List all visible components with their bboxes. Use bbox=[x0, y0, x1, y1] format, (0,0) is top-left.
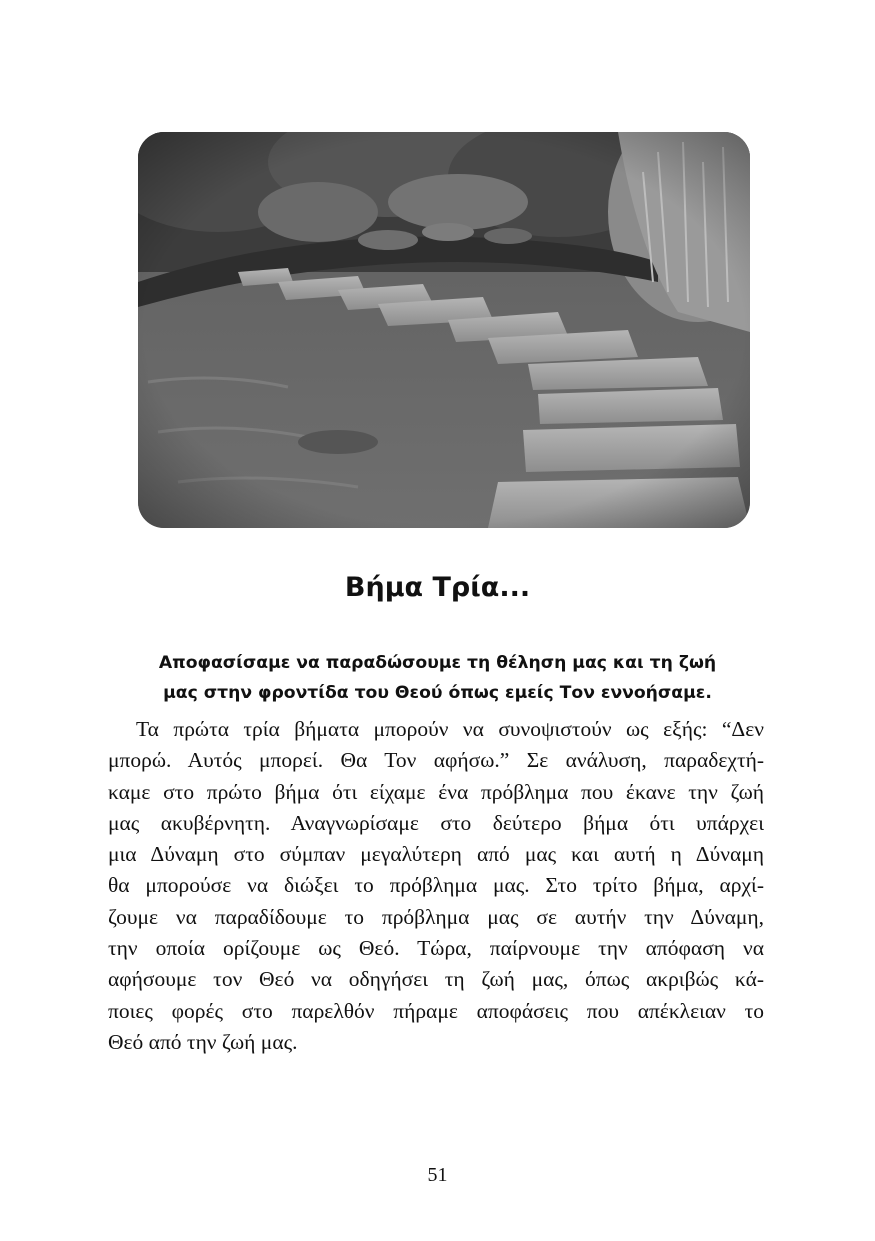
body-line: μια Δύναμη στο σύμπαν μεγαλύτερη από μας και αυτή η Δύναμη bbox=[108, 842, 764, 867]
body-line: αφήσουμε τον Θεό να οδηγήσει τη ζωή μας, όπως ακριβώς κά- bbox=[108, 967, 764, 992]
body-line: θα μπορούσε να διώξει το πρόβλημα μας. Στο τρίτο βήμα, αρχί- bbox=[108, 873, 764, 898]
step-statement-line: Αποφασίσαμε να παραδώσουμε τη θέληση μας και τη ζωή bbox=[158, 653, 717, 673]
step-statement-line: μας στην φροντίδα του Θεού όπως εμείς Τον εννοήσαμε. bbox=[163, 683, 712, 703]
body-line: Θεό από την ζωή μας. bbox=[108, 1029, 298, 1054]
page-title: Βήμα Τρία... bbox=[344, 572, 531, 603]
body-line: ζουμε να παραδίδουμε το πρόβλημα μας σε αυτήν την Δύναμη, bbox=[108, 904, 764, 929]
stepping-stones-photo bbox=[138, 132, 750, 528]
page-number: 51 bbox=[427, 1164, 448, 1186]
body-line: μας ακυβέρνητη. Αναγνωρίσαμε στο δεύτερο βήμα ότι υπάρχει bbox=[108, 810, 764, 835]
body-paragraph bbox=[108, 714, 764, 1058]
body-line: ποιες φορές στο παρελθόν πήραμε αποφάσεις που απέκλειαν το bbox=[108, 998, 764, 1023]
body-line: την οποία ορίζουμε ως Θεό. Τώρα, παίρνουμε την απόφαση να bbox=[108, 936, 764, 961]
body-line: Τα πρώτα τρία βήματα μπορούν να συνοψιστούν ως εξής: “Δεν bbox=[136, 717, 764, 741]
stepping-stones-illustration bbox=[138, 132, 750, 528]
body-line: μπορώ. Αυτός μπορεί. Θα Τον αφήσω.” Σε ανάλυση, παραδεχτή- bbox=[108, 748, 764, 773]
body-line: καμε στο πρώτο βήμα ότι είχαμε ένα πρόβλημα που έκανε την ζωή bbox=[108, 779, 764, 804]
step-statement bbox=[100, 648, 775, 708]
